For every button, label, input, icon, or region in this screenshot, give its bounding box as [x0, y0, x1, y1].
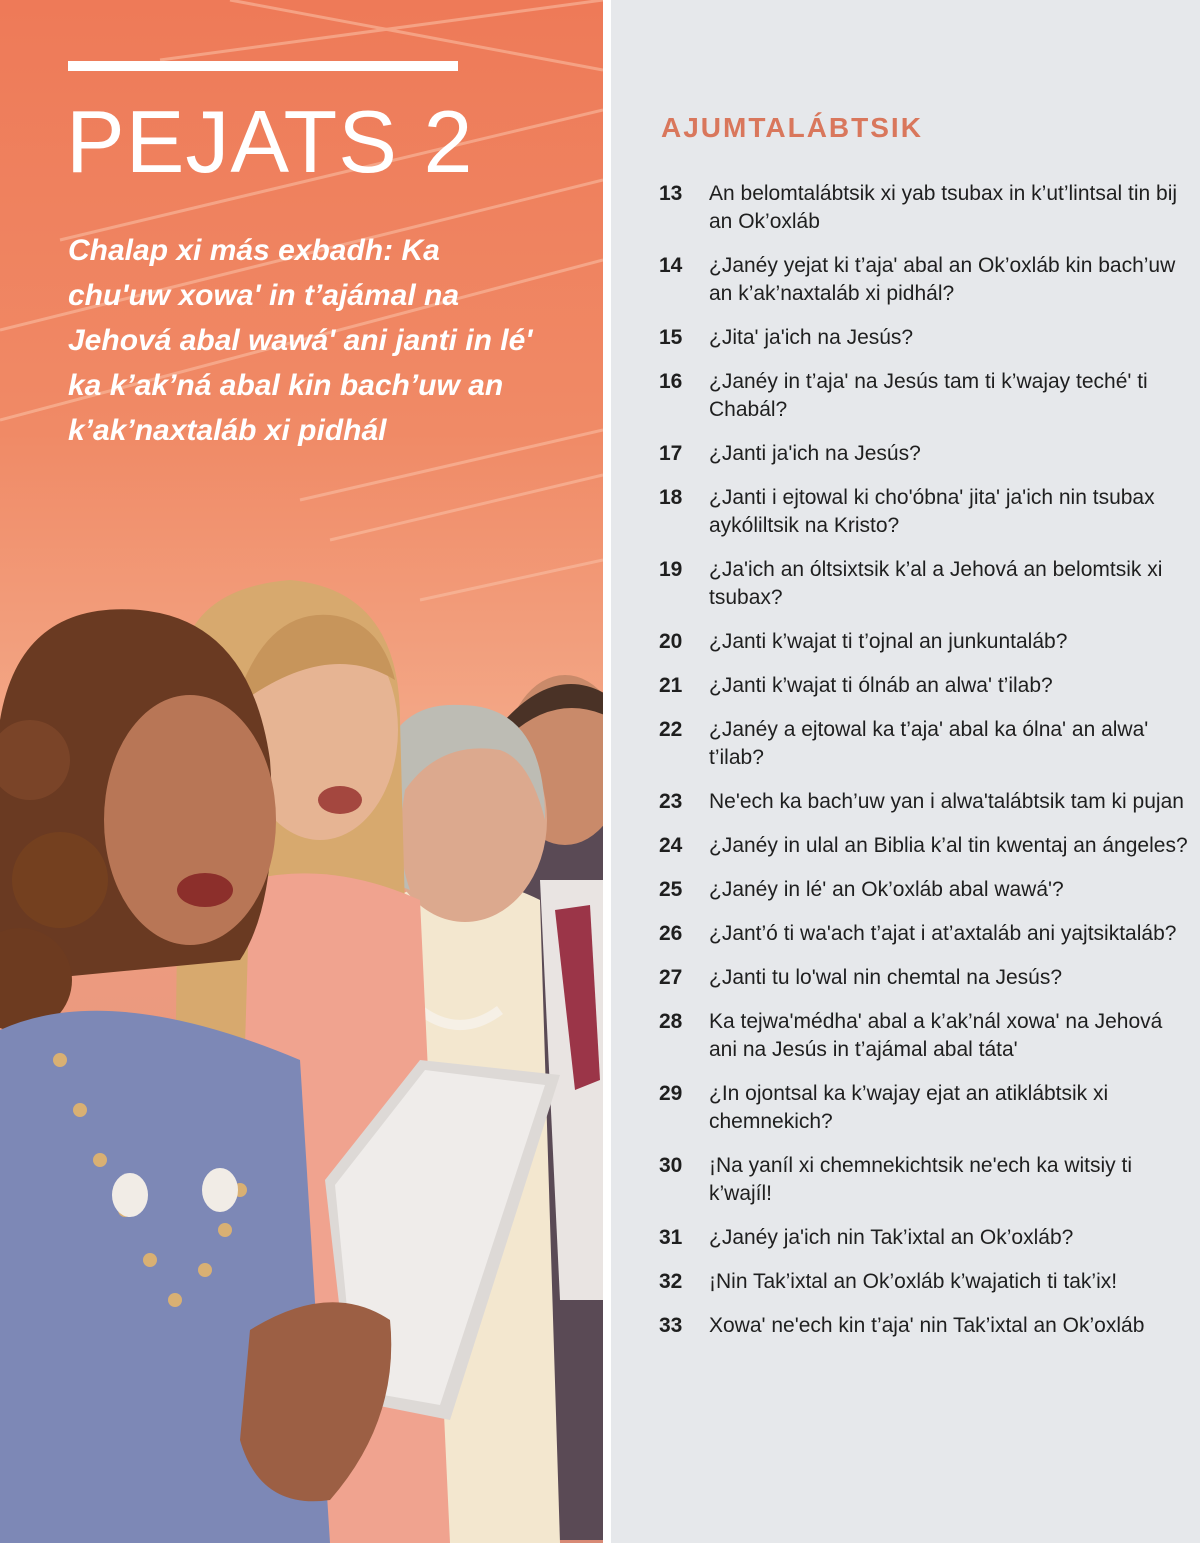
toc-item-number: 27	[659, 966, 683, 989]
toc-item-number: 17	[659, 442, 683, 465]
toc-item[interactable]	[659, 1008, 1189, 1064]
toc-item-title: ¿Janti ja'ich na Jesús?	[709, 442, 921, 465]
table-of-contents-panel	[611, 0, 1200, 1543]
toc-item-title: ¿Ja'ich an óltsixtsik k’al a Jehová an belomtsik xi tsubax?	[709, 558, 1163, 609]
toc-item[interactable]	[659, 556, 1189, 612]
toc-item[interactable]	[659, 1268, 1189, 1296]
toc-item-number: 18	[659, 486, 683, 509]
toc-item-title: ¿Janti i ejtowal ki cho'óbna' jita' ja'ich nin tsubax aykóliltsik na Kristo?	[709, 486, 1155, 537]
toc-item[interactable]	[659, 964, 1189, 992]
toc-item[interactable]	[659, 1080, 1189, 1136]
toc-item-title: ¿Janéy a ejtowal ka t’aja' abal ka ólna' an alwa' t’ilab?	[709, 718, 1149, 769]
toc-item-title: ¿In ojontsal ka k’wajay ejat an atiklábtsik xi chemnekich?	[709, 1082, 1109, 1133]
toc-item[interactable]	[659, 1224, 1189, 1252]
part-title: PEJATS 2	[66, 92, 474, 191]
toc-item-title: ¿Janéy ja'ich nin Tak’ixtal an Ok’oxláb?	[709, 1226, 1074, 1249]
toc-item-title: ¿Janéy in t’aja' na Jesús tam ti k’wajay teché' ti Chabál?	[709, 370, 1148, 421]
toc-item-number: 30	[659, 1154, 683, 1177]
toc-item-number: 24	[659, 834, 683, 857]
toc-item[interactable]	[659, 368, 1189, 424]
toc-item-number: 33	[659, 1314, 683, 1337]
toc-item-title: An belomtalábtsik xi yab tsubax in k’ut’lintsal tin bij an Ok’oxláb	[709, 182, 1178, 233]
toc-heading: AJUMTALÁBTSIK	[661, 112, 923, 143]
toc-item[interactable]	[659, 484, 1189, 540]
toc-item-number: 23	[659, 790, 683, 813]
toc-item[interactable]	[659, 252, 1189, 308]
toc-item[interactable]	[659, 1152, 1189, 1208]
toc-item-title: ¿Janéy in ulal an Biblia k’al tin kwentaj an ángeles?	[709, 834, 1188, 857]
toc-item-number: 32	[659, 1270, 683, 1293]
toc-item[interactable]	[659, 876, 1189, 904]
toc-item[interactable]	[659, 832, 1189, 860]
toc-item-title: Ka tejwa'médha' abal a k’ak’nál xowa' na Jehová ani na Jesús in t’ajámal abal táta'	[709, 1010, 1163, 1061]
toc-item-number: 28	[659, 1010, 683, 1033]
toc-item[interactable]	[659, 788, 1189, 816]
toc-item-title: ¿Janéy yejat ki t’aja' abal an Ok’oxláb kin bach’uw an k’ak’naxtaláb xi pidhál?	[709, 254, 1176, 305]
toc-item-number: 16	[659, 370, 683, 393]
toc-item-title: ¿Jita' ja'ich na Jesús?	[709, 326, 914, 349]
toc-item-title: ¡Nin Tak’ixtal an Ok’oxláb k’wajatich ti tak’ix!	[709, 1270, 1118, 1293]
toc-item[interactable]	[659, 180, 1189, 236]
toc-item-title: ¡Na yaníl xi chemnekichtsik ne'ech ka witsiy ti k’wajíl!	[709, 1154, 1132, 1205]
toc-item[interactable]	[659, 628, 1189, 656]
part-subtitle: Chalap xi más exbadh: Ka chu'uw xowa' in t’ajámal na Jehová abal wawá' ani janti in lé' ka k’ak’ná abal kin bach’uw an k’ak’naxtaláb xi pidhál	[68, 234, 533, 447]
toc-item-number: 20	[659, 630, 683, 653]
toc-item-number: 13	[659, 182, 683, 205]
toc-item-title: ¿Janéy in lé' an Ok’oxláb abal wawá'?	[709, 878, 1064, 901]
toc-item-number: 19	[659, 558, 683, 581]
toc-item-number: 21	[659, 674, 683, 697]
toc-item-title: ¿Jant’ó ti wa'ach t’ajat i at’axtaláb ani yajtsiktaláb?	[709, 922, 1177, 945]
toc-item-title: ¿Janti tu lo'wal nin chemtal na Jesús?	[709, 966, 1063, 989]
toc-item[interactable]	[659, 920, 1189, 948]
toc-item[interactable]	[659, 672, 1189, 700]
title-rule	[68, 61, 458, 71]
toc-item[interactable]	[659, 324, 1189, 352]
toc-item[interactable]	[659, 1312, 1189, 1340]
toc-item-number: 29	[659, 1082, 683, 1105]
panel-divider	[603, 0, 611, 1543]
toc-item-number: 14	[659, 254, 683, 277]
toc-item-number: 25	[659, 878, 683, 901]
toc-item-number: 31	[659, 1226, 683, 1249]
toc-item-number: 26	[659, 922, 683, 945]
toc-item-number: 22	[659, 718, 683, 741]
toc-item-number: 15	[659, 326, 683, 349]
toc-item-title: ¿Janti k’wajat ti ólnáb an alwa' t’ilab?	[709, 674, 1053, 697]
toc-item-title: ¿Janti k’wajat ti t’ojnal an junkuntaláb?	[709, 630, 1068, 653]
toc-item-title: Xowa' ne'ech kin t’aja' nin Tak’ixtal an Ok’oxláb	[709, 1314, 1145, 1337]
toc-item[interactable]	[659, 716, 1189, 772]
toc-item-title: Ne'ech ka bach’uw yan i alwa'talábtsik tam ki pujan	[709, 790, 1184, 813]
toc-item[interactable]	[659, 440, 1189, 468]
toc-list	[659, 180, 1189, 1356]
